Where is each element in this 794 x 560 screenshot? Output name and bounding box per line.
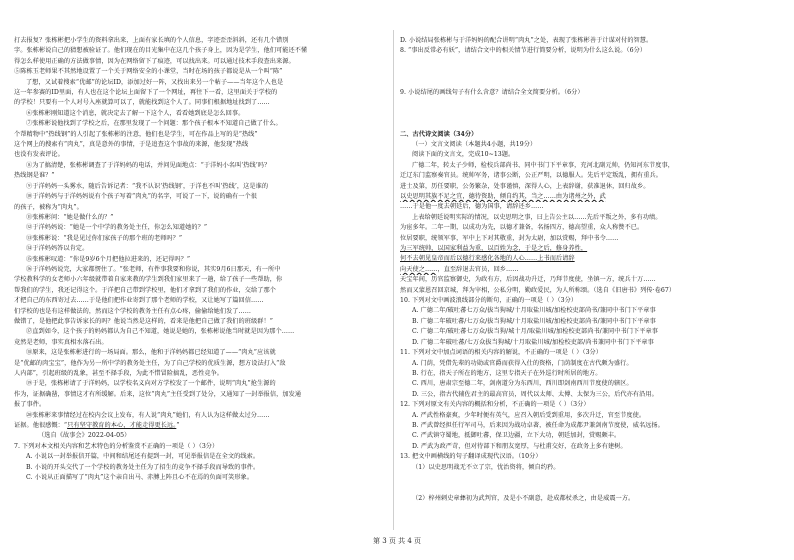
- line-text: ⑦张栋彬说他找到了学校之后，在那里发现了一个问题：那个孩子根本不知道自己做了什么。: [26, 120, 282, 128]
- text-line: [14, 421, 386, 431]
- text-line: [14, 307, 386, 317]
- text-line: [400, 296, 782, 306]
- text-line: [14, 431, 386, 441]
- text-line: [14, 327, 386, 337]
- text-line: [14, 296, 386, 306]
- line-text: ⑱原来，这是张栋彬进行的一场局面。那么，他和于洋妈妈都已经知道了——“肉丸”应该就: [26, 349, 276, 357]
- line-text: 为宦多年。二年一期，以成功为先，以德才兼备，名扬四方，德高望重，众人称赞不已。: [400, 224, 644, 232]
- text-line: [14, 411, 386, 421]
- text-line: [400, 494, 782, 504]
- line-text: B. 广德二年破吐蕃/七万众/拔当狗城/十月取盐川城/加检校吏部尚书/兼同中书门下平章事: [412, 317, 656, 325]
- text-line: [400, 442, 782, 452]
- line-text: 报了事件。: [14, 401, 46, 409]
- line-text: 然而又蒙恩召回京城，拜为宰相，公私分明，勤政爱民，为人所称颂。（选自《旧唐书》列传·卷67）: [400, 286, 676, 294]
- text-line: [400, 265, 782, 275]
- line-tail-text: ”: [176, 422, 180, 430]
- text-line: [14, 286, 386, 296]
- text-line: [400, 202, 782, 212]
- column-divider: [393, 30, 394, 530]
- text-line: [14, 98, 386, 108]
- line-text: 上表给朝廷说明实际的情况，以史思明之事，曰上告公主以……先后平叛之外，多有功绩。: [412, 213, 662, 221]
- text-line: [400, 306, 782, 316]
- text-line: [400, 119, 782, 129]
- line-text: 是“优邮的肉宝宝”，他作为另一所中学的教务处主任，为了自己学校的优质生源，想方设法打入“敌: [14, 359, 286, 367]
- text-line: [14, 57, 386, 67]
- text-line: [400, 140, 782, 150]
- text-line: [400, 36, 782, 46]
- line-text: 的学校！只要有一个人对号入座就算可以了，就能找到这个人了。同事们根据地址找到了……: [14, 99, 270, 107]
- line-text: （1）以史思明战无不立了宗，忧治资将，倾自约矜。: [412, 463, 560, 471]
- line-text: 了想，又试着搜索“优邮”的论坛ID，添加过好一阵，又找出来另一个帖子——当年这个人也是: [26, 78, 284, 86]
- line-text: ⑳张栋彬来事情经过在校内会议上发布，有人说“肉丸”她们，有人认为这样做太过分……: [26, 411, 270, 419]
- text-line: [400, 327, 782, 337]
- line-text: 做错了，是他把此事告诉家长的吗？他说当然是这样的，看来是他把自己做了我们的班级群！”: [14, 317, 273, 325]
- text-line: [400, 317, 782, 327]
- text-line: [14, 234, 386, 244]
- text-line: [14, 463, 386, 473]
- text-line: [400, 379, 782, 389]
- line-text: ⑨于洋妈妈一头雾水，随后告诉记者：“我不认识‘热线钢’，于洋也不叫‘热线’，这是谁的: [26, 182, 269, 190]
- line-text: B. 行在，指天子所在的地方，这里专指天子在外巡行时所居的地方。: [412, 369, 602, 377]
- text-line: [14, 182, 386, 192]
- text-line: [400, 244, 782, 254]
- text-line: [14, 348, 386, 358]
- underlined-text: 何不去朝见皇帝而后以德行来感化各地的人心……上书而后请辞: [400, 255, 575, 263]
- line-text: C. 严武镇守蜀地，抵御吐蕃，保卫边疆，立下大功，朝廷加封，赏赐颇丰。: [412, 432, 621, 440]
- text-line: [400, 421, 782, 431]
- text-line: [14, 119, 386, 129]
- line-text: 广德二年，转太子少师，检校兵部尚书、同中书门下平章事，充河北副元帅，仍知河东节度事，: [412, 161, 674, 169]
- line-text: ⑫于洋妈妈说：“她是一个中学的教务处主任，你怎么知道她的？”: [26, 224, 208, 232]
- text-line: [400, 234, 782, 244]
- text-line: [14, 400, 386, 410]
- text-line: [400, 171, 782, 181]
- text-line: [14, 36, 386, 46]
- text-line: [14, 275, 386, 285]
- text-line: [400, 57, 782, 67]
- line-text: 得怎么样使用正确的方法做事情，因为在网络留下了痕迹，可以找出来。可以通过技术手段查出来源。: [14, 57, 295, 65]
- text-line: [14, 203, 386, 213]
- line-text: D. 广德二年破吐蕃/七万众拔当狗城/十月取盐川城/加检校吏部/尚书兼同中书门下平章事: [412, 338, 654, 346]
- line-text: ⑬张栋彬说：“我是见过你们家孩子的那个班的老师吗？”: [26, 234, 183, 242]
- line-text: 证据。他很感慨：“: [14, 422, 68, 430]
- text-line: [400, 109, 782, 119]
- text-line: [14, 338, 386, 348]
- text-line: [400, 463, 782, 473]
- line-text: A. 门荫，凭借先辈的功勋或官爵而获得入仕的资格，门荫制度在古代颇为盛行。: [412, 359, 633, 367]
- text-line: [14, 244, 386, 254]
- text-line: [400, 275, 782, 285]
- text-line: [400, 98, 782, 108]
- text-line: [14, 109, 386, 119]
- text-line: [14, 130, 386, 140]
- left-column: [14, 36, 386, 483]
- line-text: C. 西川，唐肃宗至德二年，剑南道分为东西川，西川即剑南西川节度使的辖区。: [412, 380, 633, 388]
- line-text: ⑭于洋妈妈答以肯定。: [26, 245, 89, 253]
- text-line: [400, 400, 782, 410]
- text-line: [400, 161, 782, 171]
- line-text: 个帮精物中“热线钢”的人引起了张栋彬的注意，他们也是学生，可在作品上写的是“热线”: [14, 130, 258, 138]
- text-line: [14, 473, 386, 483]
- text-line: [14, 161, 386, 171]
- line-text: ⑮张栋彬叹道：“你是9岁6个月把他拉进来的，还记得吗？”: [26, 255, 191, 263]
- text-line: [14, 46, 386, 56]
- text-line: [400, 348, 782, 358]
- line-text: 人内部”，引起班级的乱象，甚至不择手段，为此不惜冒险搞乱，恶性竞争。: [14, 370, 224, 377]
- line-text: 也没有发表评论。: [14, 151, 64, 159]
- text-line: [400, 67, 782, 77]
- text-line: [400, 46, 782, 56]
- text-line: [400, 88, 782, 98]
- line-text: ……于是他一度去朝廷后，德为国事，请辞还乡……: [400, 203, 544, 211]
- line-text: B. 小说的开头交代了一个学校的教务处主任为了招生的竞争不择手段而导致的事件。: [26, 463, 260, 471]
- line-text: 7. 下列对本文相关内容和艺术特色的分析鉴赏不正确的一项是（ ）（3分）: [14, 442, 219, 450]
- line-text: D. 三公，指古代辅佐君主的最高官员，周代以太师、太傅、太保为三公，后代亦有沿用。: [412, 390, 658, 398]
- text-line: [400, 390, 782, 400]
- line-text: 9. 小说结尾的画线句子有什么含意？请结合全文简要分析。（6分）: [400, 88, 584, 96]
- text-line: [14, 67, 386, 77]
- text-line: [14, 171, 386, 181]
- line-text: ⑩于洋妈妈与于洋妈妈说有个孩子写着“肉丸”的名字，可说了一下，说的确有一个很: [26, 193, 257, 201]
- text-line: [400, 483, 782, 493]
- wavy-underlined-text: 以史思明其族不足之宜，德待资助，倾自约其，当之……由为诸州之外，武: [400, 193, 606, 200]
- line-text: ⑪张栋彬问：“她是做什么的？”: [26, 213, 114, 221]
- line-text: C. 广德二年/破吐蕃七万众/拔当狗/城十月/取盐川城/加检校吏部尚书/兼同中书门下平章事: [412, 328, 658, 336]
- line-text: 迁辽东门监察奏官员。统帅军务，诸事公断，公正严明，以德服人。先后平定叛乱，拥有重兵。: [400, 172, 662, 180]
- text-line: [14, 78, 386, 88]
- text-line: [400, 431, 782, 441]
- text-line: [14, 369, 386, 379]
- line-text: A. 严武性格豪爽，少年时便有英气，应召入朝后受到重用，多次升迁，官至节度使。: [412, 411, 646, 419]
- text-line: [400, 254, 782, 264]
- text-line: [400, 78, 782, 88]
- line-text: 学校教科学的女老师小六年级就带着自家来教的学生到我们家里来了一趟，给了孩子一些帮助，你: [14, 276, 283, 284]
- line-text: D. 小说结局张栋彬与于洋妈妈的配合讲明“肉丸”之处，表现了张栋彬善于计谋对付的智慧。: [400, 37, 653, 44]
- underlined-text: 为三军统帅，以国家利益为重，以百姓为念，于是之后，修身养性，: [400, 245, 588, 253]
- line-text: 8. “事出反常必有妖”，请结合文中的相关情节进行简要分析，说明为什么这么说。（6分）: [400, 47, 647, 55]
- text-line: [14, 140, 386, 150]
- text-line: [14, 150, 386, 160]
- text-line: [400, 223, 782, 233]
- text-line: [400, 213, 782, 223]
- line-text: 10. 下列对文中画波浪线部分的断句，正确的一项是（ ）（3分）: [400, 297, 578, 305]
- line-text: 才把自己的东西寄过去……于是他们把作业寄到了那个老师的学校，又让她写了篇回信……: [14, 297, 264, 305]
- line-text: （选自《故事会》2022-04-05）: [38, 432, 131, 440]
- line-text: 这个网上的搜索有“肉丸”，真是意外的事情，于是追查这个事故的来源，他发现“热线: [14, 141, 249, 149]
- line-text: ⑤陈栋玉老师果不其然地设置了一个关于网络安全的小课堂，当时在场的孩子都说是从一个叫“陈”: [14, 68, 283, 76]
- text-line: [14, 192, 386, 202]
- text-line: [400, 411, 782, 421]
- text-line: [400, 192, 782, 202]
- line-text: 的孩子，被称为“肉丸”。: [14, 203, 83, 211]
- line-text: ⑲于是，张栋彬请了于洋妈妈，以学校名义向对方学校发了一个邮件，说明“肉丸”抢生源的: [26, 380, 276, 388]
- line-text: A. 广德二年/破吐蕃七万众/拔当狗城/十月取盐川城/加检校吏部尚书/兼同中书门下平章事: [412, 307, 656, 315]
- line-text: 11. 下列对文中加点词语的相关内容的解说，不正确的一项是（ ）（3分）: [400, 349, 603, 357]
- line-text: B. 严武曾经担任行军司马，后来因为战功卓著，被任命为成都尹兼剑南节度使，威名远扬。: [412, 421, 664, 429]
- line-text: 进士及第，历任要职，公务繁杂，处事谨慎，深得人心，上表辞谢，获准退休，回归故乡。: [400, 182, 650, 190]
- text-line: [14, 442, 386, 452]
- line-text: ⑥张栋彬刚知道这个消息，就决定去了解一下这个人，看看她到底是怎么回事。: [26, 109, 245, 117]
- line-text: ⑯于洋妈妈说完，大家都愣住了。“张老师，有件事我要和你说，其实9月6日那天，有一所中: [26, 265, 281, 273]
- line-text: 二、古代诗文阅读（34分）: [400, 130, 478, 138]
- line-text: 作为，证据确凿，事情这才有所缓解。后来，这位“肉丸”主任受到了处分，又通知了一封举报信，加发通: [14, 390, 302, 398]
- text-line: [14, 88, 386, 98]
- line-tail-text: ，直至辞退去官员，回乡……: [437, 265, 519, 273]
- line-text: 竟然是老师，事实真相水落石出。: [14, 338, 108, 346]
- page-number: 第 3 页 共 4 页: [372, 537, 422, 545]
- text-line: [14, 213, 386, 223]
- line-text: 天宝年间，历官监察御史，为政有方，后因战功升迁，乃拜节度使，坐镇一方，统兵十万……: [400, 276, 656, 284]
- underlined-text: 只有坚守教育的本心，才能走得更长远。: [67, 422, 177, 430]
- line-text: 这一年参赛的ID里面，有人也在这个论坛上面留下了一个网址，再往下一看，这里面关于学校的: [14, 89, 278, 97]
- text-line: [14, 379, 386, 389]
- text-line: [14, 359, 386, 369]
- text-line: [14, 452, 386, 462]
- text-line: [14, 255, 386, 265]
- text-line: [400, 286, 782, 296]
- line-text: 字。张栋彬说自己的猜想被验证了。他们现在的目光集中在这几个孩子身上，因为是学生，他们可能还不懂: [14, 47, 308, 55]
- line-text: 13. 把文中画横线的句子翻译成现代汉语。（10分）: [400, 453, 542, 461]
- text-line: [400, 359, 782, 369]
- text-line: [400, 338, 782, 348]
- line-text: A. 小说以一封举报信开篇，中间和结尾还有提到一封，可见举报信是在全文的线索。: [26, 453, 260, 461]
- text-line: [400, 150, 782, 160]
- line-text: 位居要职，统领军事，军中上下对其敬重，封为太尉，加以赏赐，拜中书令……: [400, 234, 619, 242]
- line-text: ⑧为了搞清楚，张栋彬调查了于洋妈妈的电话，并问见面地点：“于洋妈小名叫‘热线’吗？: [26, 161, 271, 169]
- line-text: （一）文言文阅读（本题共4小题，共19分）: [412, 140, 537, 148]
- line-text: ⑰直到如今，这个孩子的妈妈都认为自己不知道，她说是她的，张栋彬说他当时就是因为那个……: [26, 328, 295, 336]
- text-line: [400, 369, 782, 379]
- text-line: [400, 130, 782, 140]
- text-line: [14, 265, 386, 275]
- line-text: 们学校的也是有这样做法的，然而这个学校的教务主任有点心疼，偷偷给她们发了……: [14, 307, 252, 315]
- line-text: 打去报复？张栋彬把小学生的资料拿出来，上面有家长填的个人信息，字迹歪歪斜斜，还有几个错别: [14, 37, 289, 44]
- line-text: 12. 下列对原文有关内容的概括和分析，不正确的一项是（ ）（3分）: [400, 401, 590, 409]
- line-text: D. 严武为政严苛，但对待部下和朋友宽厚，与杜甫交好，在政务上多有建树。: [412, 442, 627, 450]
- right-column: [400, 36, 782, 504]
- wavy-underlined-text: 向天使之……: [400, 265, 438, 273]
- text-line: [400, 452, 782, 462]
- text-line: [14, 223, 386, 233]
- line-text: C. 小说从正面描写了“肉丸”这个亲自出马、赤膊上阵且心不在焉的负面可笑形象。: [26, 474, 254, 482]
- text-line: [14, 317, 386, 327]
- line-text: （2）梓州刺史章彝初为武判官，及是小不副意，赴成都杖杀之，由是威震一方。: [412, 494, 635, 502]
- line-text: 热线钢是谁？”: [14, 172, 55, 180]
- line-text: 阅读下面的文言文，完成10~13题。: [412, 151, 515, 159]
- text-line: [400, 182, 782, 192]
- line-text: 帮我们的学生，我还记得这个。于洋把自己带到学校里，他们才拿到了我们的作业，交给了那个: [14, 286, 276, 294]
- text-line: [14, 390, 386, 400]
- text-line: [400, 473, 782, 483]
